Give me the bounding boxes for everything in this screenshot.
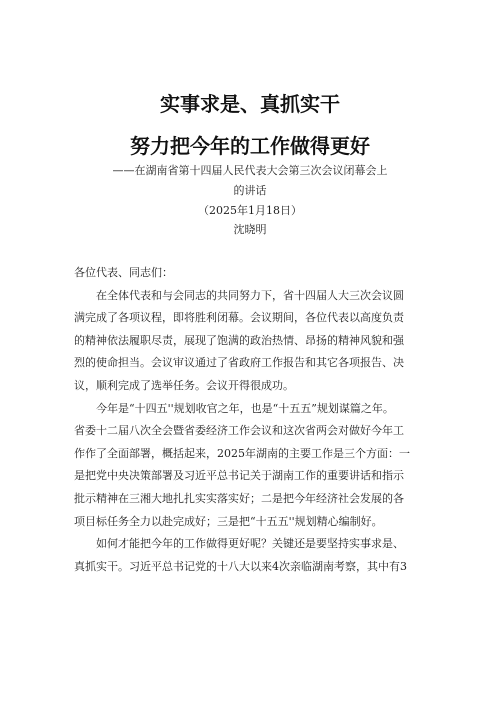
paragraph-line: 今年是“十四五''规划收官之年，也是“十五五”规划谋篇之年。: [96, 401, 394, 415]
paragraph-line: 项目标任务全力以赴完成好；三是把“十五五''规划精心编制好。: [74, 514, 383, 528]
paragraph-line: 在全体代表和与会同志的共同努力下，省十四届人大三次会议圆: [96, 288, 404, 302]
paragraph-line: 烈的使命担当。会议审议通过了省政府工作报告和其它各项报告、决: [74, 356, 404, 370]
title-line-2: 努力把今年的工作做得更好: [130, 134, 370, 158]
paragraph-line: 作作了全面部署，概括起来，2025年湖南的主要工作是三个方面：一: [74, 446, 410, 460]
title-line-1: 实事求是、真抓实干: [160, 92, 340, 116]
paragraph-1: [74, 285, 434, 398]
paragraph-2: [74, 398, 434, 534]
paragraph-line: 议，顺利完成了选举任务。会议开得很成功。: [74, 378, 294, 392]
body-text: [74, 262, 434, 578]
paragraph-line: 如何才能把今年的工作做得更好呢？关键还是要坚持实事求是、: [96, 537, 404, 551]
subtitle-line-2: 的讲话: [233, 184, 267, 197]
subtitle-line-1: ——在湖南省第十四届人民代表大会第三次会议闭幕会上: [112, 164, 388, 177]
paragraph-line: 的精神依法履职尽责，展现了饱满的政治热情、昂扬的精神风貌和强: [74, 333, 404, 347]
paragraph-line: 省委十二届八次全会暨省委经济工作会议和这次省两会对做好今年工: [74, 424, 404, 438]
paragraph-3: [74, 533, 434, 578]
paragraph-line: 满完成了各项议程，即将胜利闭幕。会议期间，各位代表以高度负责: [74, 311, 404, 325]
paragraph-line: 是把党中央决策部署及习近平总书记关于湖南工作的重要讲话和指示: [74, 469, 404, 483]
speech-date: （2025年1月18日）: [198, 204, 302, 217]
paragraph-line: 真抓实干。习近平总书记党的十八大以来4次亲临湖南考察，其中有3: [74, 559, 407, 573]
paragraph-line: 批示精神在三湘大地扎扎实实落实好；二是把今年经济社会发展的各: [74, 491, 404, 505]
salutation: 各位代表、同志们：: [74, 266, 173, 279]
author-name: 沈晓明: [233, 223, 267, 236]
